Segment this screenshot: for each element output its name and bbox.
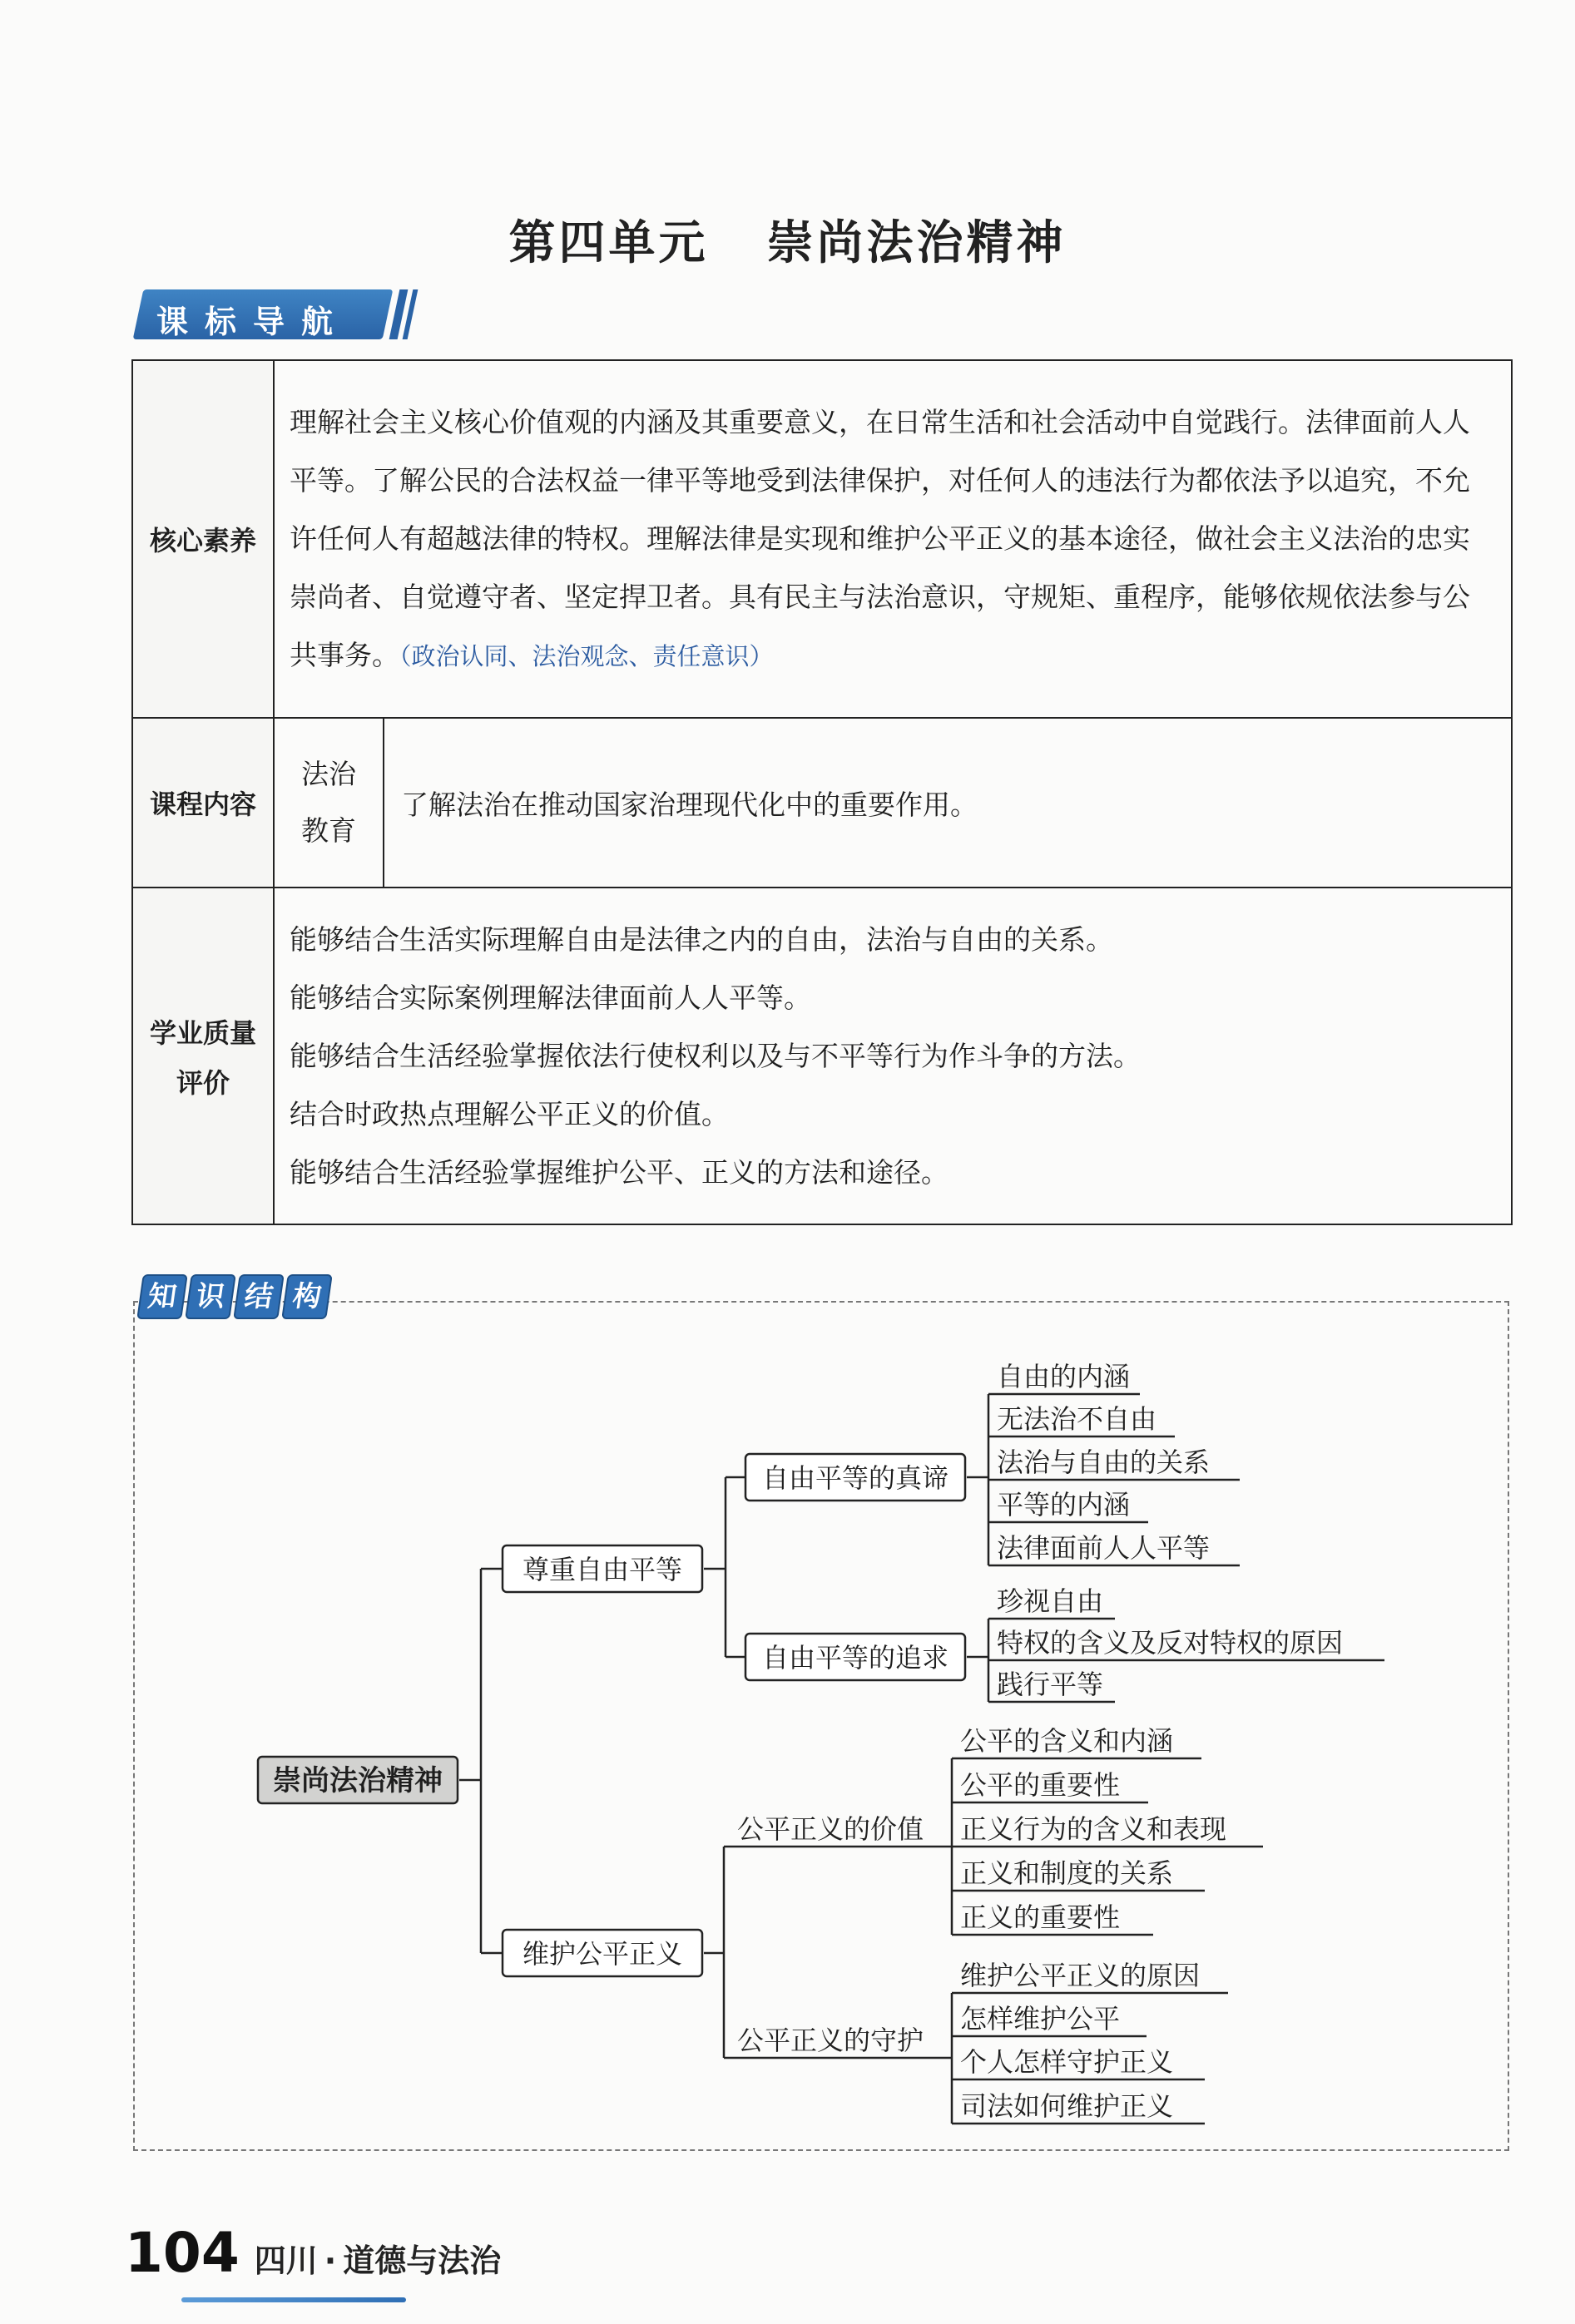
unit-number: 第四单元	[508, 216, 709, 270]
knowledge-tag-char: 知	[136, 1274, 188, 1319]
mindmap-sub-essence: 自由平等的真谛	[761, 1462, 949, 1494]
mindmap-leaf: 正义的重要性	[960, 1901, 1121, 1933]
mindmap-sub-guard: 公平正义的守护	[737, 2025, 924, 2056]
footer-accent-bar	[181, 2297, 406, 2302]
footer-region: 四川	[254, 2242, 318, 2279]
row-label-content: 课程内容	[132, 718, 274, 888]
mindmap-leaf: 怎样维护公平	[960, 2003, 1121, 2035]
mindmap-leaf: 维护公平正义的原因	[960, 1960, 1201, 1991]
core-literacy-text: 理解社会主义核心价值观的内涵及其重要意义，在日常生活和社会活动中自觉践行。法律面前人人平等。了解公民的合法权益一律平等地受到法律保护，对任何人的违法行为都依法予以追究，不允许任何人有超越法律的特权。理解法律是实现和维护公平正义的基本途径，做社会主义法治的忠实崇尚者、自觉遵守者、坚定捍卫者。具有民主与法治意识，守规矩、重程序，能够依规依法参与公共事务。	[290, 405, 1470, 671]
knowledge-tag-char: 结	[233, 1274, 285, 1319]
mindmap-leaf: 自由的内涵	[997, 1361, 1131, 1392]
knowledge-tag-char: 识	[185, 1274, 236, 1319]
mindmap-leaf: 法律面前人人平等	[997, 1532, 1211, 1564]
mindmap-leaf: 珍视自由	[997, 1585, 1104, 1617]
unit-name: 崇尚法治精神	[766, 216, 1067, 270]
mindmap-branch-freedom: 尊重自由平等	[522, 1554, 683, 1585]
knowledge-tag-char: 构	[281, 1274, 333, 1319]
quality-item: 能够结合生活实际理解自由是法律之内的自由，法治与自由的关系。	[290, 922, 1113, 956]
quality-label-line1: 学业质量	[149, 1016, 256, 1049]
quality-item: 能够结合生活经验掌握依法行使权利以及与不平等行为作斗争的方法。	[290, 1039, 1141, 1072]
mindmap-leaf: 正义和制度的关系	[960, 1857, 1174, 1889]
mindmap-leaf: 践行平等	[997, 1669, 1104, 1700]
footer-subject: 道德与法治	[343, 2242, 502, 2279]
mindmap-leaf: 平等的内涵	[997, 1489, 1131, 1520]
mindmap-leaf: 个人怎样守护正义	[960, 2046, 1174, 2078]
mindmap-leaf: 公平的含义和内涵	[960, 1725, 1174, 1757]
page-number: 104	[125, 2221, 240, 2285]
quality-item: 能够结合生活经验掌握维护公平、正义的方法和途径。	[290, 1155, 948, 1189]
mindmap-root: 崇尚法治精神	[273, 1764, 443, 1797]
mindmap-leaf: 无法治不自由	[997, 1403, 1157, 1435]
mindmap-branch-justice: 维护公平正义	[522, 1938, 683, 1970]
footer-dot: ·	[324, 2242, 337, 2279]
mindmap-sub-value: 公平正义的价值	[737, 1813, 924, 1845]
content-subhead-line1: 法治	[301, 758, 356, 790]
quality-item: 能够结合实际案例理解法律面前人人平等。	[290, 981, 811, 1014]
mindmap-leaf: 特权的含义及反对特权的原因	[997, 1627, 1344, 1659]
section-tag-label: 课标导航	[156, 304, 350, 340]
content-text: 了解法治在推动国家治理现代化中的重要作用。	[384, 718, 1512, 888]
mindmap-leaf: 正义行为的含义和表现	[960, 1813, 1227, 1845]
mindmap-leaf: 公平的重要性	[960, 1769, 1121, 1801]
mindmap-leaf: 司法如何维护正义	[960, 2090, 1174, 2122]
quality-item: 结合时政热点理解公平正义的价值。	[290, 1097, 729, 1130]
mindmap-leaf: 法治与自由的关系	[997, 1446, 1211, 1478]
page-footer	[125, 2221, 501, 2287]
core-literacy-note: （政治认同、法治观念、责任意识）	[399, 641, 774, 670]
mindmap-sub-pursuit: 自由平等的追求	[761, 1642, 949, 1674]
row-label-core: 核心素养	[132, 360, 274, 718]
content-subhead-line2: 教育	[301, 814, 356, 847]
quality-label-line2: 评价	[176, 1066, 230, 1099]
